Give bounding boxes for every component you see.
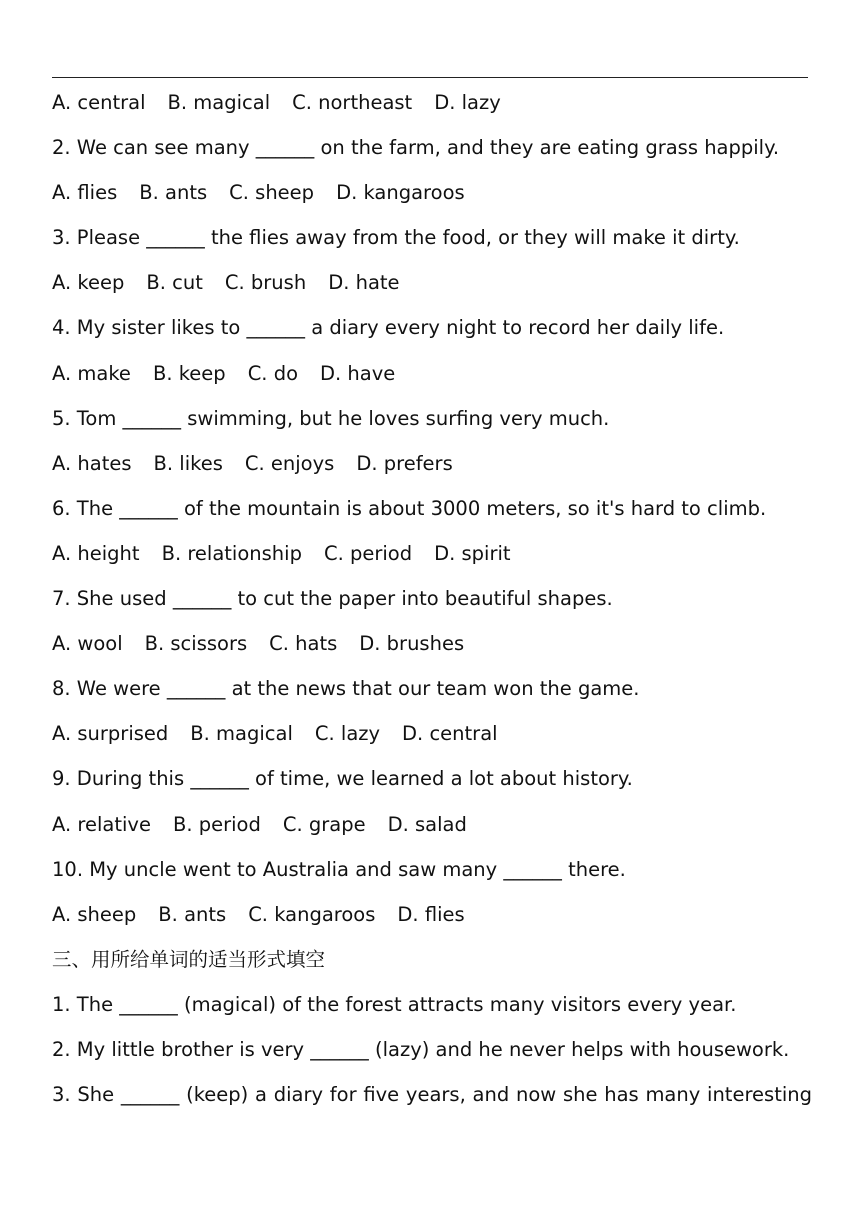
options-row — [52, 441, 812, 486]
option-d: D. hate — [328, 271, 400, 295]
options-row — [52, 531, 812, 576]
option-c: C. brush — [224, 271, 307, 295]
option-c: C. period — [323, 541, 413, 565]
section-heading: 三、用所给单词的适当形式填空 — [52, 947, 326, 971]
options-row — [52, 621, 812, 666]
option-a: A. surprised — [52, 722, 169, 746]
option-a: A. sheep — [52, 902, 137, 926]
fill-in-question-3: 3. She ______ (keep) a diary for five years, and now she has many interesting — [52, 1083, 812, 1107]
option-a: A. wool — [52, 632, 123, 656]
option-d: D. central — [402, 722, 498, 746]
option-a: A. keep — [52, 271, 125, 295]
question-4: 4. My sister likes to ______ a diary every night to record her daily life. — [52, 316, 725, 340]
option-b: B. ants — [139, 181, 208, 205]
option-a: A. hates — [52, 451, 132, 475]
option-d: D. spirit — [434, 541, 511, 565]
options-row — [52, 892, 812, 937]
question-2: 2. We can see many ______ on the farm, and they are eating grass happily. — [52, 136, 780, 160]
option-d: D. have — [320, 361, 396, 385]
option-b: B. cut — [146, 271, 203, 295]
option-a: A. central — [52, 91, 146, 114]
option-b: B. relationship — [161, 541, 302, 565]
options-row — [52, 351, 812, 396]
option-c: C. northeast — [292, 91, 413, 114]
option-a: A. flies — [52, 181, 118, 205]
option-c: C. hats — [269, 632, 338, 656]
top-divider — [52, 77, 808, 78]
option-a: A. relative — [52, 812, 151, 836]
options-row — [52, 170, 812, 215]
option-d: D. lazy — [434, 91, 501, 114]
option-a: A. height — [52, 541, 140, 565]
option-b: B. magical — [167, 91, 271, 114]
question-3: 3. Please ______ the flies away from the food, or they will make it dirty. — [52, 226, 740, 250]
option-c: C. sheep — [229, 181, 315, 205]
option-c: C. lazy — [314, 722, 381, 746]
option-d: D. salad — [387, 812, 467, 836]
option-b: B. likes — [153, 451, 223, 475]
option-d: D. kangaroos — [336, 181, 465, 205]
option-d: D. brushes — [359, 632, 465, 656]
fill-in-question-2: 2. My little brother is very ______ (lazy) and he never helps with housework. — [52, 1037, 790, 1061]
option-d: D. flies — [397, 902, 465, 926]
question-5: 5. Tom ______ swimming, but he loves surfing very much. — [52, 406, 610, 430]
option-b: B. magical — [190, 722, 293, 746]
options-row — [52, 711, 812, 756]
option-b: B. period — [172, 812, 261, 836]
option-b: B. scissors — [144, 632, 248, 656]
question-7: 7. She used ______ to cut the paper into beautiful shapes. — [52, 587, 613, 611]
fill-in-question-1: 1. The ______ (magical) of the forest attracts many visitors every year. — [52, 992, 737, 1016]
options-row — [52, 802, 812, 847]
question-9: 9. During this ______ of time, we learned a lot about history. — [52, 767, 633, 791]
option-c: C. do — [247, 361, 299, 385]
option-d: D. prefers — [356, 451, 453, 475]
exercise-content — [52, 80, 812, 1117]
question-10: 10. My uncle went to Australia and saw many ______ there. — [52, 857, 626, 881]
option-c: C. kangaroos — [248, 902, 376, 926]
options-row — [52, 260, 812, 305]
option-c: C. enjoys — [244, 451, 335, 475]
question-6: 6. The ______ of the mountain is about 3000 meters, so it's hard to climb. — [52, 496, 767, 520]
option-b: B. ants — [158, 902, 227, 926]
option-a: A. make — [52, 361, 131, 385]
option-b: B. keep — [152, 361, 226, 385]
options-row — [52, 80, 812, 125]
question-8: 8. We were ______ at the news that our team won the game. — [52, 677, 640, 701]
option-c: C. grape — [282, 812, 366, 836]
